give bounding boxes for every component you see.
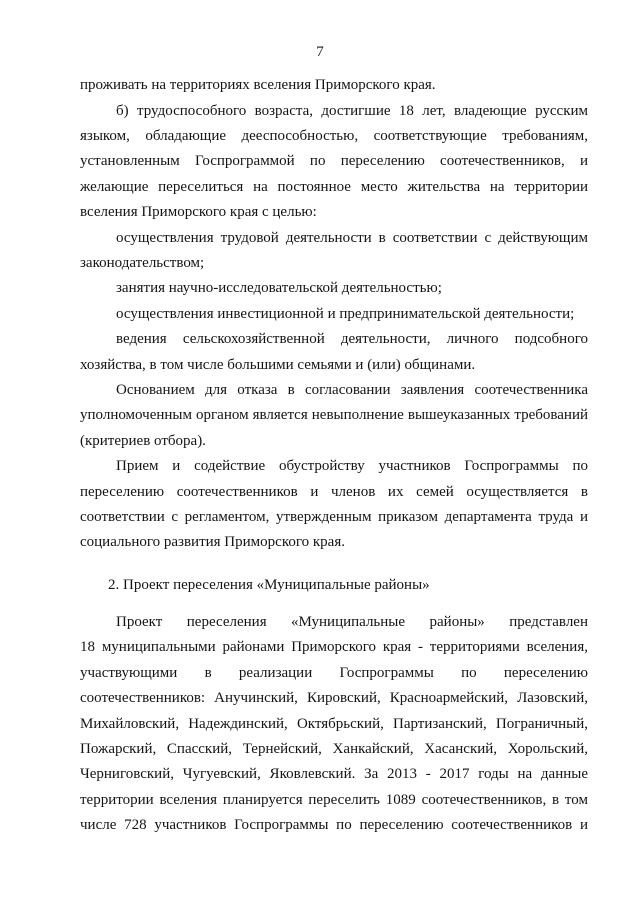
text-line: Проект переселения «Муниципальные районы» представлен xyxy=(116,614,588,630)
text-line: занятия научно-исследовательской деятельностью; xyxy=(116,280,442,296)
text-line: 18 муниципальными районами Приморского края - территориями вселения, xyxy=(80,639,588,655)
text-line: (критериев отбора). xyxy=(80,433,206,449)
text-line: установленным Госпрограммой по переселению соотечественников, и xyxy=(80,153,588,169)
text-line: законодательством; xyxy=(80,255,205,271)
page-number: 7 xyxy=(316,44,324,60)
text-line: соотечественников: Анучинский, Кировский, Красноармейский, Лазовский, xyxy=(80,690,588,706)
section-heading: 2. Проект переселения «Муниципальные районы» xyxy=(108,577,430,593)
text-line: желающие переселиться на постоянное место жительства на территории xyxy=(80,179,588,195)
text-line: Основанием для отказа в согласовании заявления соотечественника xyxy=(116,382,588,398)
text-line: ведения сельскохозяйственной деятельности, личного подсобного xyxy=(116,331,588,347)
text-line: числе 728 участников Госпрограммы по переселению соотечественников и xyxy=(80,817,588,833)
text-line: проживать на территориях вселения Приморского края. xyxy=(80,77,436,93)
text-line: соответствии с регламентом, утвержденным приказом департамента труда и xyxy=(80,509,588,525)
text-line: Пожарский, Спасский, Тернейский, Ханкайский, Хасанский, Хорольский, xyxy=(80,741,588,757)
text-line: социального развития Приморского края. xyxy=(80,534,345,550)
text-line: языком, обладающие дееспособностью, соответствующие требованиям, xyxy=(80,128,588,144)
text-line: вселения Приморского края с целью: xyxy=(80,204,317,220)
text-line: Михайловский, Надеждинский, Октябрьский, Партизанский, Пограничный, xyxy=(80,716,588,732)
text-line: переселению соотечественников и членов их семей осуществляется в xyxy=(80,484,588,500)
text-line: Прием и содействие обустройству участников Госпрограммы по xyxy=(116,458,588,474)
text-line: территории вселения планируется переселить 1089 соотечественников, в том xyxy=(80,792,588,808)
text-line: Черниговский, Чугуевский, Яковлевский. За 2013 - 2017 годы на данные xyxy=(80,766,588,782)
text-line: осуществления трудовой деятельности в соответствии с действующим xyxy=(116,230,588,246)
text-line: хозяйства, в том числе большими семьями и (или) общинами. xyxy=(80,357,476,373)
text-line: участвующими в реализации Госпрограммы по переселению xyxy=(80,665,588,681)
text-line: б) трудоспособного возраста, достигшие 18 лет, владеющие русским xyxy=(116,103,588,119)
text-line: осуществления инвестиционной и предпринимательской деятельности; xyxy=(116,306,575,322)
text-line: уполномоченным органом является невыполнение вышеуказанных требований xyxy=(80,407,588,423)
